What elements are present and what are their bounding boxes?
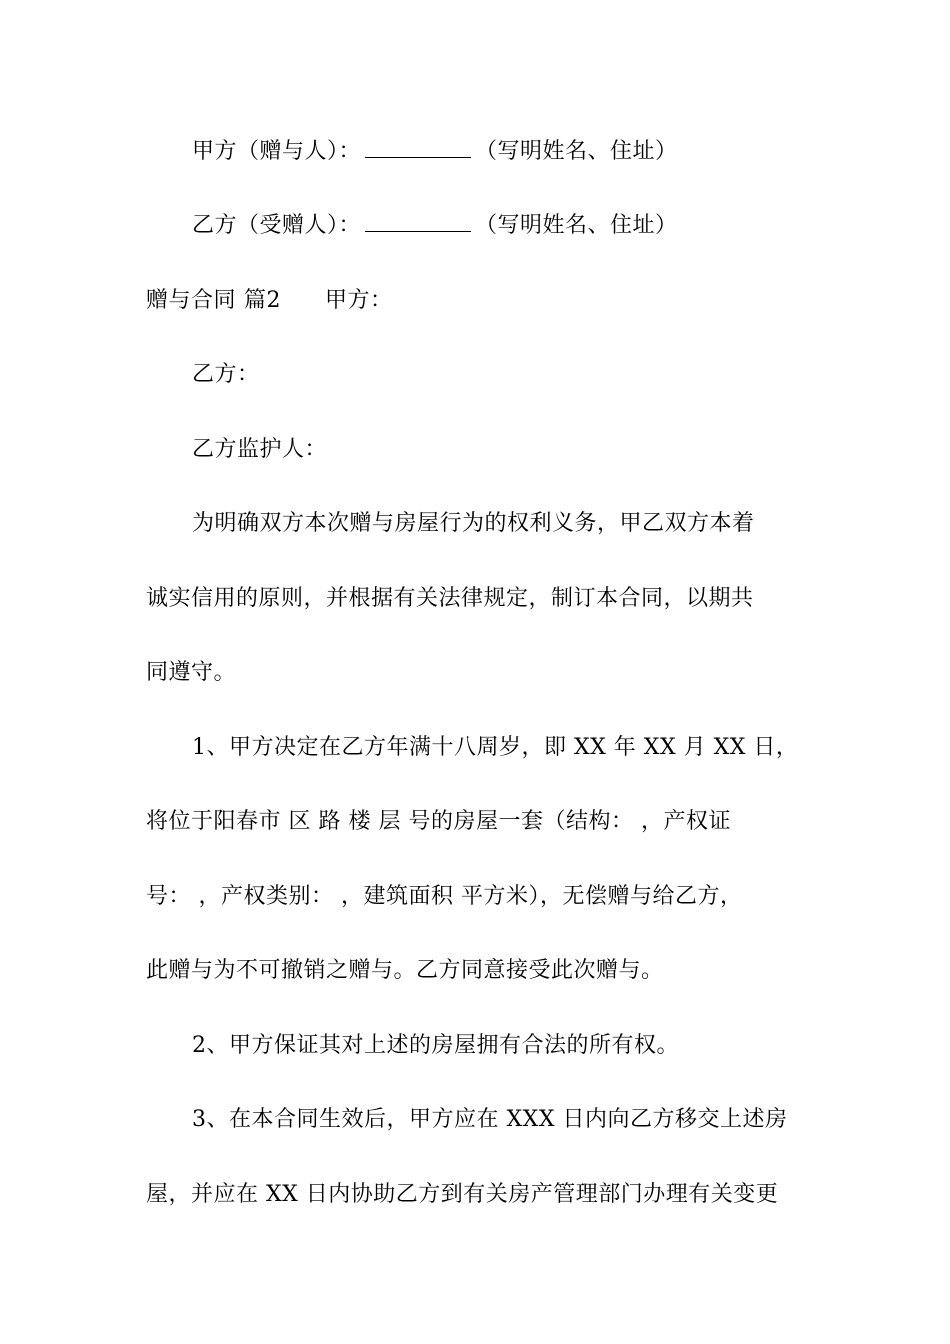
jia-fang-label: 甲方：	[325, 288, 393, 313]
paragraph-2-line-3: 号： ，产权类别： ，建筑面积 平方米），无偿赠与给乙方，	[146, 884, 743, 909]
party-b-label: 乙方（受赠人）：	[192, 213, 362, 238]
section-title: 赠与合同	[146, 288, 237, 313]
party-a-line	[192, 136, 816, 168]
party-a-label: 甲方（赠与人）：	[192, 139, 362, 164]
paragraph-1-line-1: 为明确双方本次赠与房屋行为的权利义务，甲乙双方本着	[192, 511, 755, 536]
paragraph-1-line-2: 诚实信用的原则，并根据有关法律规定，制订本合同，以期共	[146, 586, 754, 611]
party-b-blank	[365, 211, 471, 232]
party-b-line	[192, 210, 816, 242]
paragraph-2-line-4: 此赠与为不可撤销之赠与。乙方同意接受此次赠与。	[146, 958, 664, 983]
paragraph-3-line-1: 2、甲方保证其对上述的房屋拥有合法的所有权。	[192, 1033, 679, 1058]
party-a-note: （写明姓名、住址）	[475, 139, 678, 164]
section-heading-line	[146, 285, 816, 317]
yi-fang-line: 乙方：	[192, 362, 260, 387]
paragraph-1-line-3: 同遵守。	[146, 660, 237, 685]
section-number: 篇2	[244, 288, 282, 313]
guardian-line: 乙方监护人：	[192, 437, 328, 462]
party-a-blank	[365, 137, 471, 158]
paragraph-2-line-2: 将位于阳春市 区 路 楼 层 号的房屋一套（结构： ，产权证	[146, 809, 731, 834]
paragraph-4-line-1: 3、在本合同生效后，甲方应在 XXX 日内向乙方移交上述房	[192, 1107, 788, 1132]
party-b-note: （写明姓名、住址）	[475, 213, 678, 238]
paragraph-4-line-2: 屋，并应在 XX 日内协助乙方到有关房产管理部门办理有关变更	[146, 1182, 779, 1207]
paragraph-2-line-1: 1、甲方决定在乙方年满十八周岁，即 XX 年 XX 月 XX 日，	[192, 735, 799, 760]
